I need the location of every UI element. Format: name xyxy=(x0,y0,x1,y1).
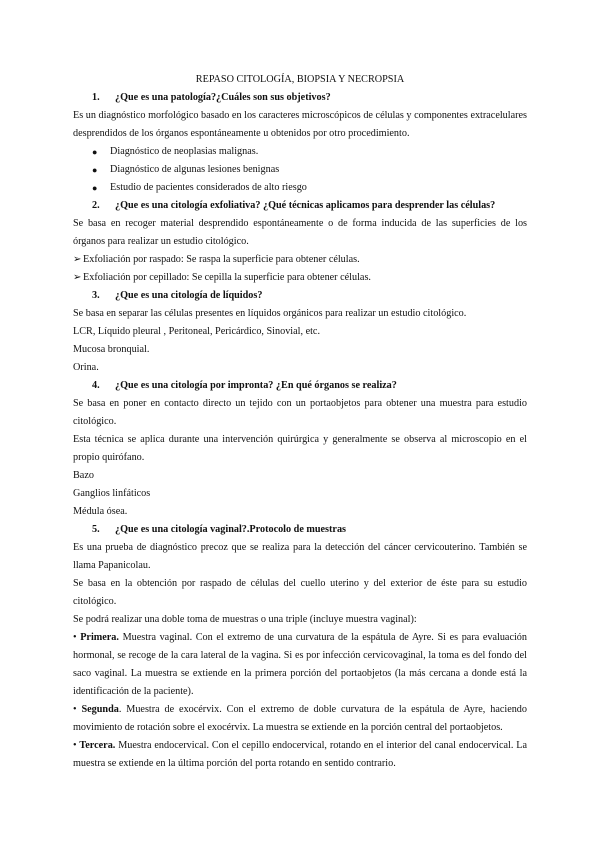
bullet-icon: ● xyxy=(92,147,98,157)
question-3-answer: Se basa en separar las células presentes en líquidos orgánicos para realizar un estudio citológico. xyxy=(73,308,467,319)
question-4-heading xyxy=(73,377,527,395)
bullet-icon: • xyxy=(73,632,77,643)
list-item-text: Estudio de pacientes considerados de alto riesgo xyxy=(110,182,307,193)
question-2-answer: Se basa en recoger material desprendido espontáneamente o de forma inducida de las superficies de los órganos para realizar un estudio citológico. xyxy=(73,218,527,247)
question-text: ¿Que es una citología de líquidos? xyxy=(115,290,263,301)
sample-item xyxy=(73,737,527,773)
document-title: REPASO CITOLOGÍA, BIOPSIA Y NECROPSIA xyxy=(195,74,405,85)
sample-text: Muestra endocervical. Con el cepillo endocervical, rotando en el interior del canal endocervical. La muestra se extiende en la última porción del porta rotando en sentido contrario. xyxy=(73,740,527,769)
arrow-list-item xyxy=(73,251,527,269)
sample-item xyxy=(73,701,527,737)
bullet-icon: ● xyxy=(92,165,98,175)
bullet-icon: • xyxy=(73,704,77,715)
sample-label: Primera. xyxy=(80,632,119,643)
arrow-item-text: Exfoliación por raspado: Se raspa la superficie para obtener células. xyxy=(83,254,360,265)
question-number: 5. xyxy=(92,524,100,535)
question-number: 1. xyxy=(92,92,100,103)
question-number: 3. xyxy=(92,290,100,301)
bullet-icon: • xyxy=(73,740,77,751)
question-1-bullet-list xyxy=(73,143,527,197)
list-item xyxy=(73,143,527,161)
fluid-list-line: LCR, Líquido pleural , Peritoneal, Pericárdico, Sinovial, etc. xyxy=(73,326,320,337)
question-text: ¿Que es una citología vaginal?.Protocolo de muestras xyxy=(115,524,346,535)
fluid-list-line: Orina. xyxy=(73,362,99,373)
list-item xyxy=(73,161,527,179)
question-5-answer-3: Se podrá realizar una doble toma de muestras o una triple (incluye muestra vaginal): xyxy=(73,614,417,625)
question-text: ¿Que es una patología?¿Cuáles son sus objetivos? xyxy=(115,92,331,103)
question-1-heading xyxy=(73,89,527,107)
list-item-text: Diagnóstico de neoplasias malignas. xyxy=(110,146,259,157)
question-4-answer-1: Se basa en poner en contacto directo un tejido con un portaobjetos para obtener una muestra para estudio citológico. xyxy=(73,398,527,427)
arrow-bullet-icon: ➢ xyxy=(73,272,82,283)
question-text: ¿Que es una citología exfoliativa? ¿Qué técnicas aplicamos para desprender las células? xyxy=(115,200,496,211)
question-5-answer-2: Se basa en la obtención por raspado de células del cuello uterino y del exterior de éste para su estudio citológico. xyxy=(73,578,527,607)
arrow-bullet-icon: ➢ xyxy=(73,254,82,265)
sample-item xyxy=(73,629,527,701)
question-5-heading xyxy=(73,521,527,539)
question-5-answer-1: Es una prueba de diagnóstico precoz que se realiza para la detección del cáncer cervicouterino. También se llama Papanicolau. xyxy=(73,542,527,571)
sample-text: Muestra vaginal. Con el extremo de una curvatura de la espátula de Ayre. Si es para evaluación hormonal, se recoge de la cara lateral de la vagina. Si es por infección cervicovaginal, la toma es del fondo del saco vaginal. La muestra se extiende en la primera porción del portaobjetos (la más cercana a donde está la identificación de la paciente). xyxy=(73,632,527,697)
fluid-list-line: Mucosa bronquial. xyxy=(73,344,150,355)
organ-list-line: Bazo xyxy=(73,470,94,481)
organ-list-line: Médula ósea. xyxy=(73,506,128,517)
question-2-heading xyxy=(73,197,527,215)
arrow-item-text: Exfoliación por cepillado: Se cepilla la superficie para obtener células. xyxy=(83,272,371,283)
arrow-list-item xyxy=(73,269,527,287)
question-4-answer-2: Esta técnica se aplica durante una intervención quirúrgica y generalmente se observa al microscopio en el propio quirófano. xyxy=(73,434,527,463)
question-number: 4. xyxy=(92,380,100,391)
sample-label: Tercera. xyxy=(79,740,116,751)
organ-list-line: Ganglios linfáticos xyxy=(73,488,151,499)
list-item-text: Diagnóstico de algunas lesiones benignas xyxy=(110,164,280,175)
bullet-icon: ● xyxy=(92,183,98,193)
question-text: ¿Que es una citología por impronta? ¿En qué órganos se realiza? xyxy=(115,380,397,391)
question-3-heading xyxy=(73,287,527,305)
list-item xyxy=(73,179,527,197)
question-1-answer: Es un diagnóstico morfológico basado en los caracteres microscópicos de células y componentes extracelulares desprendidos de los órganos espontáneamente u obtenidos por otro procedimiento. xyxy=(73,110,527,139)
sample-label: Segunda xyxy=(81,704,119,715)
document-content xyxy=(73,89,527,773)
sample-text: . Muestra de exocérvix. Con el extremo de doble curvatura de la espátula de Ayre, haciendo movimiento de rotación sobre el exocérvix. La muestra se extiende en la porción central del portaobjetos. xyxy=(73,704,527,733)
question-number: 2. xyxy=(92,200,100,211)
